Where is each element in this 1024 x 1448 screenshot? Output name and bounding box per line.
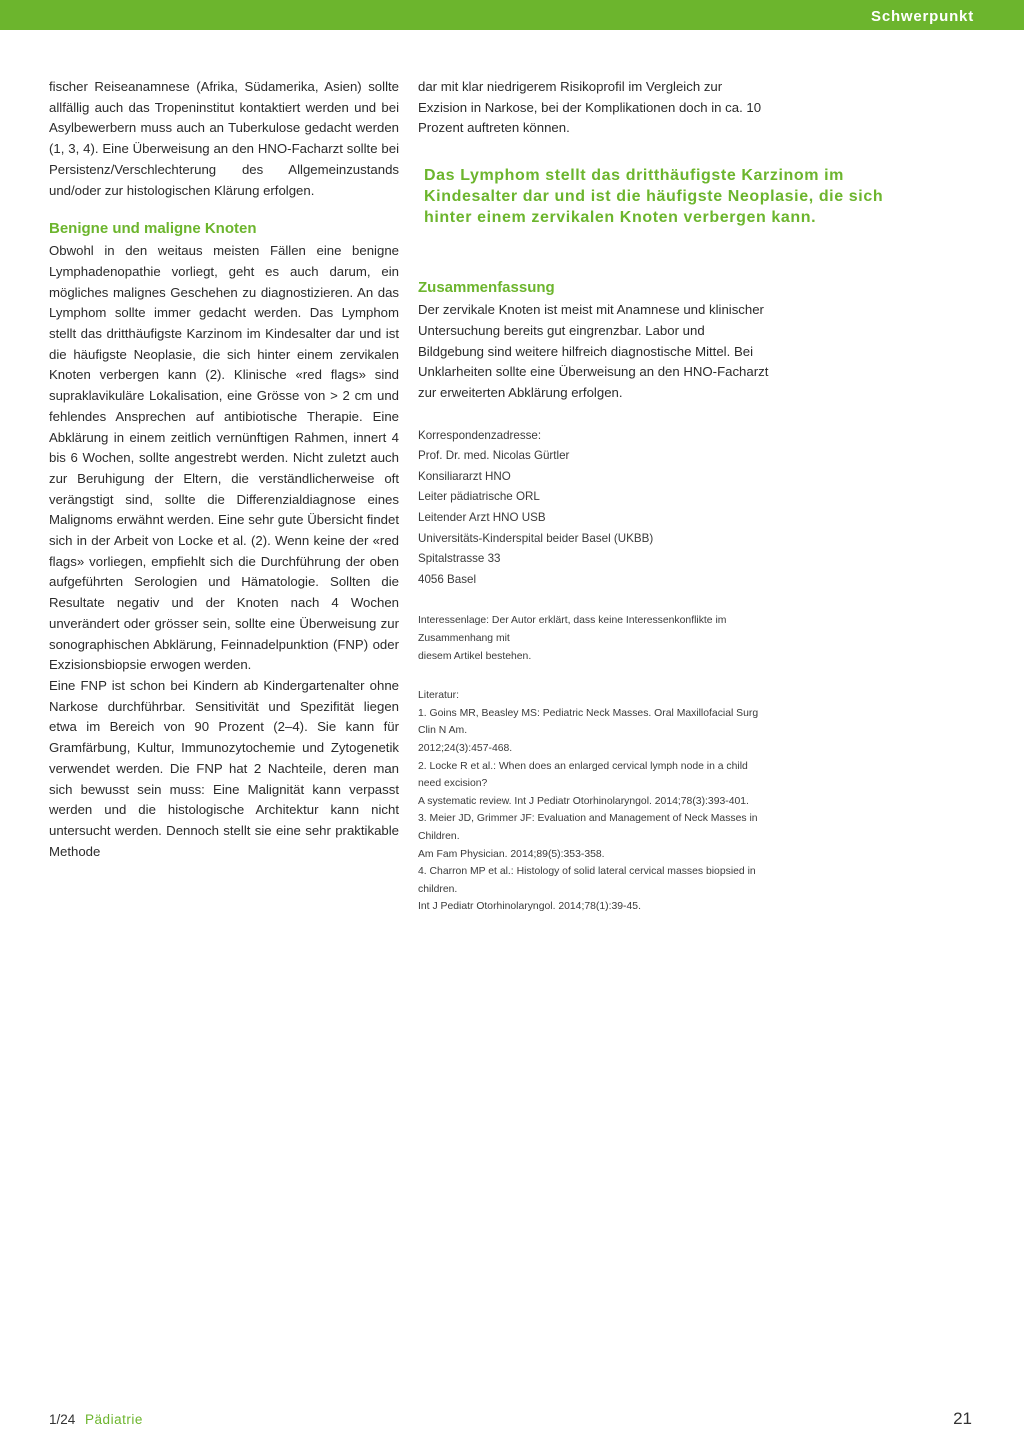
pull-quote: Das Lymphom stellt das dritthäufigste Karzinom im Kindesalter dar und ist die häufigste Neoplasie, die sich hinter einem zervikalen Knoten verbergen kann.: [424, 167, 884, 227]
literature-line: A systematic review. Int J Pediatr Otorhinolaryngol. 2014;78(3):393-401.: [418, 795, 749, 807]
literature-line: 3. Meier JD, Grimmer JF: Evaluation and Management of Neck Masses in Children.: [418, 813, 758, 842]
summary-paragraph: Der zervikale Knoten ist meist mit Anamnese und klinischer Untersuchung bereits gut eingrenzbar. Labor und Bildgebung sind weitere hilfreich diagnostische Mittel. Bei Unklarheiten sollte eine Überweisung an den HNO-Facharzt zur erweiterten Abklärung erfolgen.: [418, 302, 769, 400]
body-paragraph: fischer Reiseanamnese (Afrika, Südamerika, Asien) sollte allfällig auch das Tropeninstitut kontaktiert werden und bei Asylbewerbern muss auch an Tuberkulose gedacht werden (1, 3, 4). Eine Überweisung an den HNO-Facharzt sollte bei Persistenz/Verschlechterung des Allgemeinzustands und/oder zur histologischen Klärung erfolgen.: [49, 79, 399, 198]
left-column: [49, 77, 399, 862]
contact-block: [418, 426, 770, 591]
literature-line: Am Fam Physician. 2014;89(5):353-358.: [418, 848, 605, 860]
issue-number: 1/24: [49, 1412, 76, 1427]
literature-line: 1. Goins MR, Beasley MS: Pediatric Neck Masses. Oral Maxillofacial Surg Clin N Am.: [418, 707, 759, 737]
body-paragraph: Obwohl in den weitaus meisten Fällen eine benigne Lymphadenopathie vorliegt, geht es auch darum, ein mögliches malignes Geschehen zu diagnostizieren. An das Lymphom sollte immer gedacht werden. Das Lymphom stellt das dritthäufigste Karzinom im Kindesalter dar und ist die häufigste Neoplasie, die sich hinter einem zervikalen Knoten verbergen kann (2). Klinische «red flags» sind supraklavikuläre Lokalisation, eine Grösse von > 2 cm und fehlendes Ansprechen auf antibiotische Therapie. Eine Abklärung in einem zeitlich vernünftigen Rahmen, innert 4 bis 6 Wochen, sollte angestrebt werden. Nicht zuletzt auch zur Beruhigung der Eltern, die verständlicherweise oft verängstigt sind, sollte die Differenzialdiagnose eines Malignoms erwähnt werden. Eine sehr gute Übersicht findet sich in der Arbeit von Locke et al. (2). Wenn keine der «red flags» vorliegen, empfiehlt sich die Durchführung der oben aufgeführten Serologien und Hämatologie. Sollten die Resultate negativ und der Knoten nach 4 Wochen unverändert oder grösser sein, sollte eine Überweisung zur sonographischen Abklärung, Feinnadelpunktion (FNP) oder Exzisionsbiopsie erwogen werden.: [49, 243, 399, 673]
footer-issue: [49, 1412, 143, 1427]
contact-line: Leiter pädiatrische ORL: [418, 490, 540, 504]
contact-line: Korrespondenzadresse:: [418, 428, 542, 442]
literature-line: 2012;24(3):457-468.: [418, 742, 513, 754]
literature-line: 4. Charron MP et al.: Histology of solid lateral cervical masses biopsied in children.: [418, 866, 756, 895]
section-tag: Schwerpunkt: [871, 8, 974, 25]
literature-line: Int J Pediatr Otorhinolaryngol. 2014;78(1):39-45.: [418, 901, 641, 913]
contact-line: Spitalstrasse 33: [418, 552, 501, 566]
contact-line: Leitender Arzt HNO USB: [418, 511, 546, 524]
literature-list: [418, 687, 770, 916]
section-heading: Benigne und maligne Knoten: [49, 220, 257, 238]
contact-line: Universitäts-Kinderspital beider Basel (UKBB): [418, 531, 654, 545]
literature-line: 2. Locke R et al.: When does an enlarged cervical lymph node in a child need excision?: [418, 760, 748, 790]
interest-line: Interessenlage: Der Autor erklärt, dass keine Interessenkonflikte im Zusammenhang mit: [418, 615, 727, 644]
contact-line: 4056 Basel: [418, 572, 477, 586]
summary-heading: Zusammenfassung: [418, 279, 555, 297]
header-bar: [0, 0, 1024, 30]
contact-line: Konsiliararzt HNO: [418, 469, 511, 483]
page-number: 21: [953, 1409, 972, 1428]
literature-line: Literatur:: [418, 690, 460, 702]
body-paragraph: Eine FNP ist schon bei Kindern ab Kindergartenalter ohne Narkose durchführbar. Sensitivität und Spezifität liegen etwa im Bereich von 90 Prozent (2–4). Sie kann für Gramfärbung, Kultur, Immunozytochemie und Zytogenetik verwendet werden. Die FNP hat 2 Nachteile, deren man sich bewusst sein muss: Eine Malignität kann verpasst werden und die histologische Architektur kann nicht untersucht werden. Dennoch stellt sie eine sehr praktikable Methode: [49, 677, 399, 859]
interest-line: diesem Artikel bestehen.: [418, 650, 532, 662]
right-column: [418, 77, 884, 916]
body-paragraph: dar mit klar niedrigerem Risikoprofil im Vergleich zur Exzision in Narkose, bei der Komplikationen doch in ca. 10 Prozent auftreten können.: [418, 79, 762, 136]
contact-line: Prof. Dr. med. Nicolas Gürtler: [418, 449, 570, 463]
journal-name: Pädiatrie: [85, 1412, 143, 1427]
interest-statement: [418, 612, 770, 665]
